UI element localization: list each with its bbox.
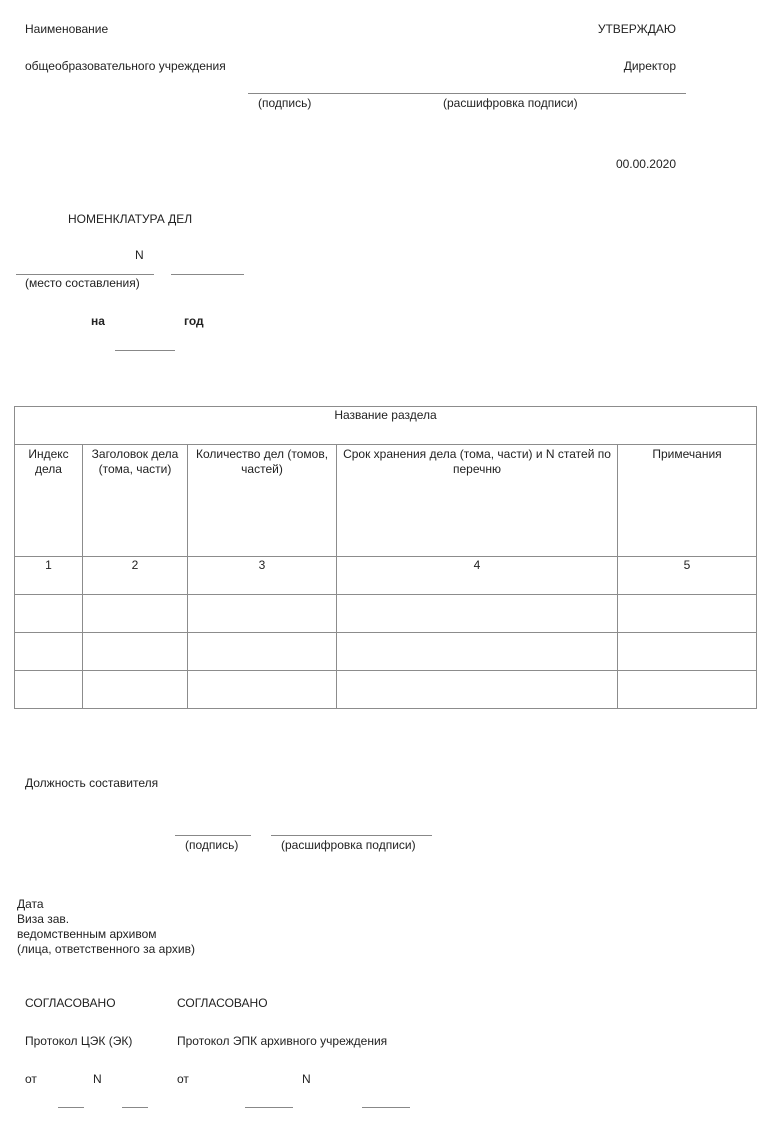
compiler-signature-caption: (подпись) — [185, 838, 239, 852]
agreed-left-date-line — [58, 1107, 84, 1108]
table-cell — [15, 633, 83, 671]
agreed-right-title: СОГЛАСОВАНО — [177, 996, 268, 1010]
column-header-row — [15, 445, 757, 557]
table-row — [15, 595, 757, 633]
column-header-quantity: Количество дел (томов, частей) — [195, 447, 329, 476]
year-label: год — [184, 314, 204, 328]
agreed-left-from: от — [25, 1072, 37, 1086]
agreed-right-date-line — [245, 1107, 293, 1108]
approve-label: УТВЕРЖДАЮ — [597, 22, 676, 36]
number-label: N — [135, 248, 144, 262]
document-title: НОМЕНКЛАТУРА ДЕЛ — [68, 212, 193, 226]
agreed-left-number: N — [93, 1072, 102, 1086]
table-cell — [15, 671, 83, 709]
director-label: Директор — [623, 59, 676, 73]
section-title: Название раздела — [334, 408, 437, 422]
compiler-position-label: Должность составителя — [25, 776, 159, 790]
visa-head-label: Виза зав. — [17, 912, 70, 926]
section-title-cell — [15, 407, 757, 445]
compiler-signature-line — [175, 835, 251, 836]
place-caption: (место составления) — [25, 276, 140, 290]
director-signature-caption: (подпись) — [258, 96, 312, 110]
agreed-left-title: СОГЛАСОВАНО — [25, 996, 116, 1010]
column-header-cell — [188, 445, 337, 557]
agreed-left-protocol: Протокол ЦЭК (ЭК) — [25, 1034, 133, 1048]
column-header-retention: Срок хранения дела (тома, части) и N статей по перечню — [343, 447, 611, 476]
column-header-cell — [618, 445, 757, 557]
column-number: 3 — [258, 558, 266, 572]
column-header-cell — [83, 445, 188, 557]
visa-archive-label: ведомственным архивом — [17, 927, 157, 941]
column-number: 2 — [131, 558, 139, 572]
organization-label-line-1: Наименование — [25, 22, 109, 36]
column-header-cell — [337, 445, 618, 557]
visa-responsible-label: (лица, ответственного за архив) — [17, 942, 195, 956]
column-number: 4 — [473, 558, 481, 572]
table-cell — [188, 671, 337, 709]
table-row — [15, 671, 757, 709]
for-label: на — [91, 314, 105, 328]
table-cell — [337, 595, 618, 633]
column-header-title: Заголовок дела (тома, части) — [91, 447, 179, 476]
nomenclature-table — [14, 406, 757, 709]
agreed-right-number-line — [362, 1107, 410, 1108]
director-signature-decode-caption: (расшифровка подписи) — [443, 96, 578, 110]
compiler-decode-line — [271, 835, 432, 836]
table-cell — [83, 671, 188, 709]
column-number-cell — [188, 557, 337, 595]
column-number: 1 — [45, 558, 52, 572]
number-line — [171, 274, 244, 275]
place-line — [16, 274, 154, 275]
agreed-left-number-line — [122, 1107, 148, 1108]
column-number-cell — [15, 557, 83, 595]
year-line — [115, 350, 175, 351]
column-number: 5 — [683, 558, 691, 572]
organization-label-line-2: общеобразовательного учреждения — [25, 59, 226, 73]
table-cell — [83, 633, 188, 671]
table-cell — [188, 595, 337, 633]
column-number-cell — [337, 557, 618, 595]
table-cell — [337, 671, 618, 709]
table-cell — [618, 671, 757, 709]
table-cell — [618, 595, 757, 633]
agreed-right-protocol: Протокол ЭПК архивного учреждения — [177, 1034, 388, 1048]
agreed-right-from: от — [177, 1072, 189, 1086]
visa-date-label: Дата — [17, 897, 44, 911]
column-header-notes: Примечания — [652, 447, 722, 461]
table-cell — [618, 633, 757, 671]
table-row — [15, 633, 757, 671]
column-header-cell — [15, 445, 83, 557]
table-cell — [337, 633, 618, 671]
table-cell — [83, 595, 188, 633]
approval-date: 00.00.2020 — [615, 157, 676, 171]
section-title-row — [15, 407, 757, 445]
table-cell — [188, 633, 337, 671]
agreed-right-number: N — [302, 1072, 311, 1086]
compiler-decode-caption: (расшифровка подписи) — [281, 838, 416, 852]
column-header-index: Индекс дела — [28, 447, 69, 476]
archive-visa-block — [17, 897, 195, 957]
column-number-cell — [83, 557, 188, 595]
table-cell — [15, 595, 83, 633]
column-number-cell — [618, 557, 757, 595]
director-signature-line — [248, 93, 686, 94]
column-number-row — [15, 557, 757, 595]
